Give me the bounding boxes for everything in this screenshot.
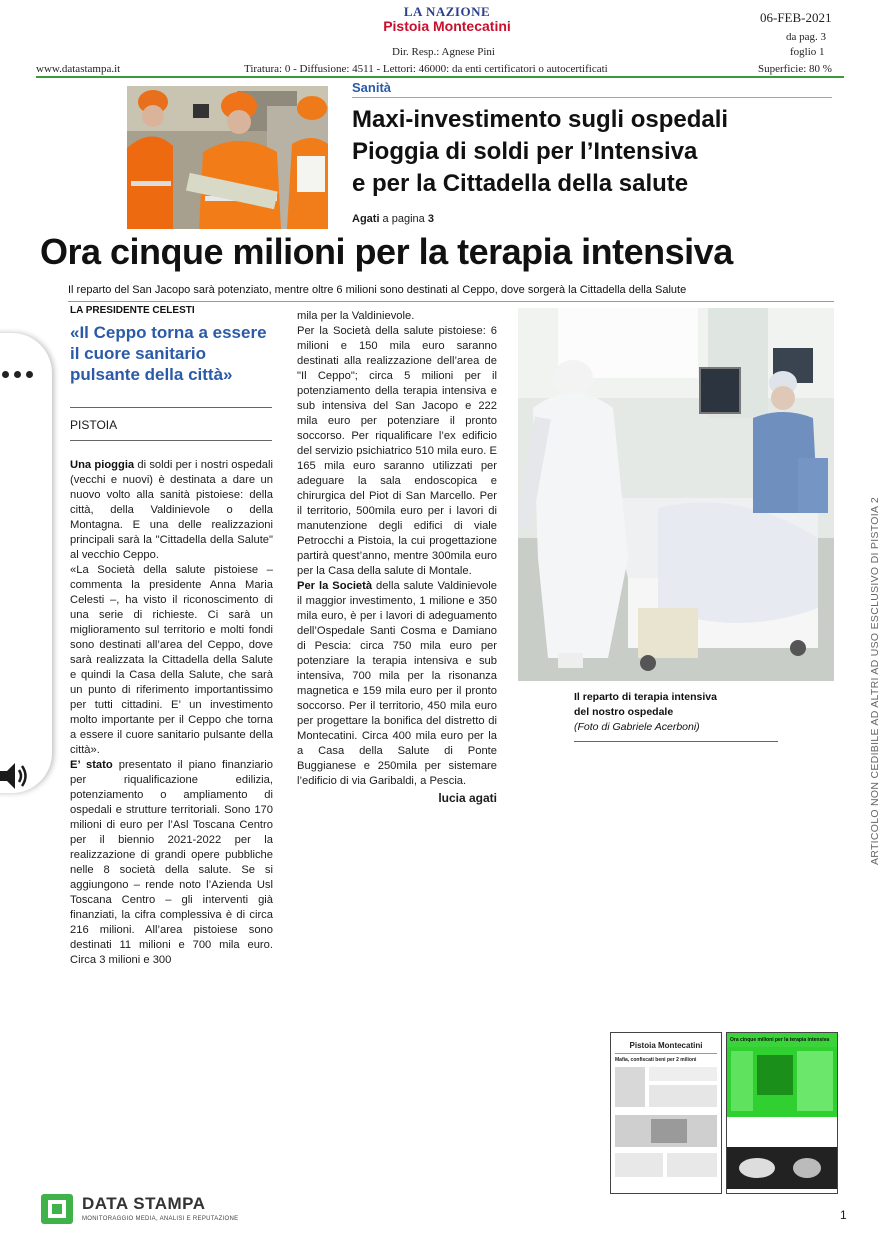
thumbnail-2-headline: Ora cinque milioni per la terapia intensiva	[727, 1033, 837, 1047]
circulation-info: Tiratura: 0 - Diffusione: 4511 - Lettori: 46000: da enti certificatori o autocertificati	[244, 63, 608, 75]
speaker-icon[interactable]	[0, 759, 28, 798]
director-credit: Dir. Resp.: Agnese Pini	[392, 46, 495, 58]
masthead-edition: Pistoia Montecatini	[383, 18, 511, 34]
issue-date: 06-FEB-2021	[760, 10, 832, 25]
photo-caption	[574, 690, 717, 735]
paragraph-2: «La Società della salute pistoiese – commenta la presidente Anna Maria Celesti –, ha visto il riconoscimento di una serie di richieste. Ci sarà un miglioramento sul territorio e molti fondi sono destinati all’area del Ceppo, dove sarà realizzata la Cittadella della Salute e quindi la Casa della Salute, che sarà un punto di riferimento importantissimo per tutti cittadini. E’ un investimento molto importante per il Ceppo che torna a essere il cuore sanitario pulsante della città».	[70, 564, 273, 756]
paragraph-3	[70, 758, 273, 968]
caption-line-2: del nostro ospedale	[574, 706, 674, 718]
section-kicker: Sanità	[352, 80, 392, 95]
page-reference: da pag. 3	[786, 31, 827, 43]
thumbnail-2-layout	[727, 1047, 837, 1189]
caption-line-1: Il reparto di terapia intensiva	[574, 691, 717, 703]
page-number: 1	[840, 1208, 847, 1222]
paragraph-6-lead: Per la Società	[297, 580, 373, 592]
caption-divider	[574, 741, 778, 742]
logo-tagline: MONITORAGGIO MEDIA, ANALISI E REPUTAZIONE	[82, 1216, 239, 1222]
icu-photo	[518, 308, 834, 681]
kicker-divider	[352, 97, 832, 98]
paragraph-1-text: di soldi per i nostri ospedali (vecchi e nuovi) è destinata a dare un nuovo volto alla sanità pistoiese: della città, della Valdinievole o della Montagna. E una delle realizzazioni principali sarà la "Cittadella della Salute" al vecchio Ceppo.	[70, 459, 273, 561]
header-divider	[36, 76, 844, 78]
reference-author: Agati	[352, 213, 380, 225]
paragraph-6	[297, 579, 497, 789]
paragraph-1	[70, 458, 273, 563]
front-teaser-headline	[352, 104, 832, 200]
reference-page: 3	[427, 213, 434, 225]
front-page-reference	[352, 213, 434, 225]
author-signature: lucia agati	[438, 791, 497, 805]
surface-info: Superficie: 80 %	[758, 63, 832, 75]
reader-side-panel[interactable]	[0, 333, 52, 793]
teaser-line-2: Pioggia di soldi per l’Intensiva	[352, 138, 698, 165]
sheet-number: foglio 1	[790, 46, 825, 58]
sidebar-label: LA PRESIDENTE CELESTI	[70, 305, 195, 316]
main-headline: Ora cinque milioni per la terapia intensiva	[40, 231, 733, 272]
paragraph-4: mila per la Valdinievole.	[297, 310, 415, 322]
more-dots-icon[interactable]	[2, 369, 32, 379]
front-page-thumbnail[interactable]	[610, 1032, 722, 1194]
vertical-notice-text: ARTICOLO NON CEDIBILE AD ALTRI AD USO ESCLUSIVO DI PISTOIA 2	[869, 496, 881, 866]
teaser-line-3: e per la Cittadella della salute	[352, 170, 689, 197]
dateline-place: PISTOIA	[70, 418, 118, 432]
inner-page-thumbnail[interactable]	[726, 1032, 838, 1194]
paragraph-5: Per la Società della salute pistoiese: 6 milioni e 150 mila euro saranno destinati alla realizzazione dell’area de "Il Ceppo"; circa 5 milioni per il potenziamento della terapia intensiva e sub intensiva del San Jacopo e 222 mila euro per potenziare il pronto soccorso. Per riqualificare l’ex edificio del servizio psichiatrico 510 mila euro. E 165 mila euro saranno utilizzati per adeguare la sala endoscopica e chirurgica del Piot di San Marcello. Per il territorio, 500mila euro per i lavori di manutenzione degli edifici di viale Petrocchi a Pistoia, la cui progettazione partirà quest’anno, mentre 300mila euro per la Casa della salute di Montale.	[297, 325, 497, 577]
paragraph-6-text: della salute Valdinievole il maggior investimento, 1 milione e 350 mila euro, è per i lavori di adeguamento dell’Ospedale Santi Cosma e Damiano di Pescia: circa 750 mila euro per potenziare la terapia intensiva e sub intensiva, 700 mila per la risonanza magnetica e 159 mila euro per il pronto soccorso. Per il territorio, 450 mila euro per progettare la bonifica del distretto di Montecatini. Circa 400 mila euro per la a Casa della Salute di Ponte Buggianese e 250mila per sistemare l’edificio di via Garibaldi, a Pescia.	[297, 580, 497, 787]
sub-headline: Il reparto del San Jacopo sarà potenziato, mentre oltre 6 milioni sono destinati al Ceppo, dove sorgerà la Cittadella della Salute	[68, 284, 687, 296]
logo-name: DATA STAMPA	[82, 1194, 206, 1213]
quote-divider-top	[70, 407, 272, 408]
photo-credit: (Foto di Gabriele Acerboni)	[574, 721, 700, 733]
subhead-divider	[68, 301, 834, 302]
teaser-line-1: Maxi-investimento sugli ospedali	[352, 106, 729, 133]
reference-text: a pagina	[379, 213, 428, 225]
vertical-notice	[866, 480, 884, 882]
pull-quote: «Il Ceppo torna a essere il cuore sanitario pulsante della città»	[70, 323, 267, 384]
front-page-photo	[127, 86, 328, 229]
paragraph-1-lead: Una pioggia	[70, 459, 135, 471]
quote-divider-bottom	[70, 440, 272, 441]
thumbnail-1-headline: Mafia, confiscati beni per 2 milioni	[615, 1057, 697, 1063]
article-column-2	[297, 309, 497, 806]
paragraph-3-text: presentato il piano finanziario per riqualificazione edilizia, potenziamento o ampliamento di ospedali e strutture territoriali. Sono 170 milioni di euro per l’Asl Toscana Centro per il biennio 2021-2022 per la realizzazione di grandi opere pubbliche nelle 8 società della salute. Se si aggiungono – rende noto l’Azienda Usl Toscana Centro – gli interventi già finanziati, la cifra complessiva è di circa 216 milioni. All’area pistoiese sono destinati 11 milioni e 700 mila euro. Circa 3 milioni e 300	[70, 759, 273, 966]
thumbnail-1-layout	[611, 1063, 721, 1183]
thumbnail-1-masthead: Pistoia Montecatini	[629, 1041, 703, 1050]
masthead-title: LA NAZIONE	[403, 4, 491, 19]
article-column-1	[70, 458, 273, 968]
website-link[interactable]: www.datastampa.it	[36, 63, 121, 75]
data-stampa-logo-icon	[40, 1193, 74, 1225]
paragraph-3-lead: E’ stato	[70, 759, 113, 771]
